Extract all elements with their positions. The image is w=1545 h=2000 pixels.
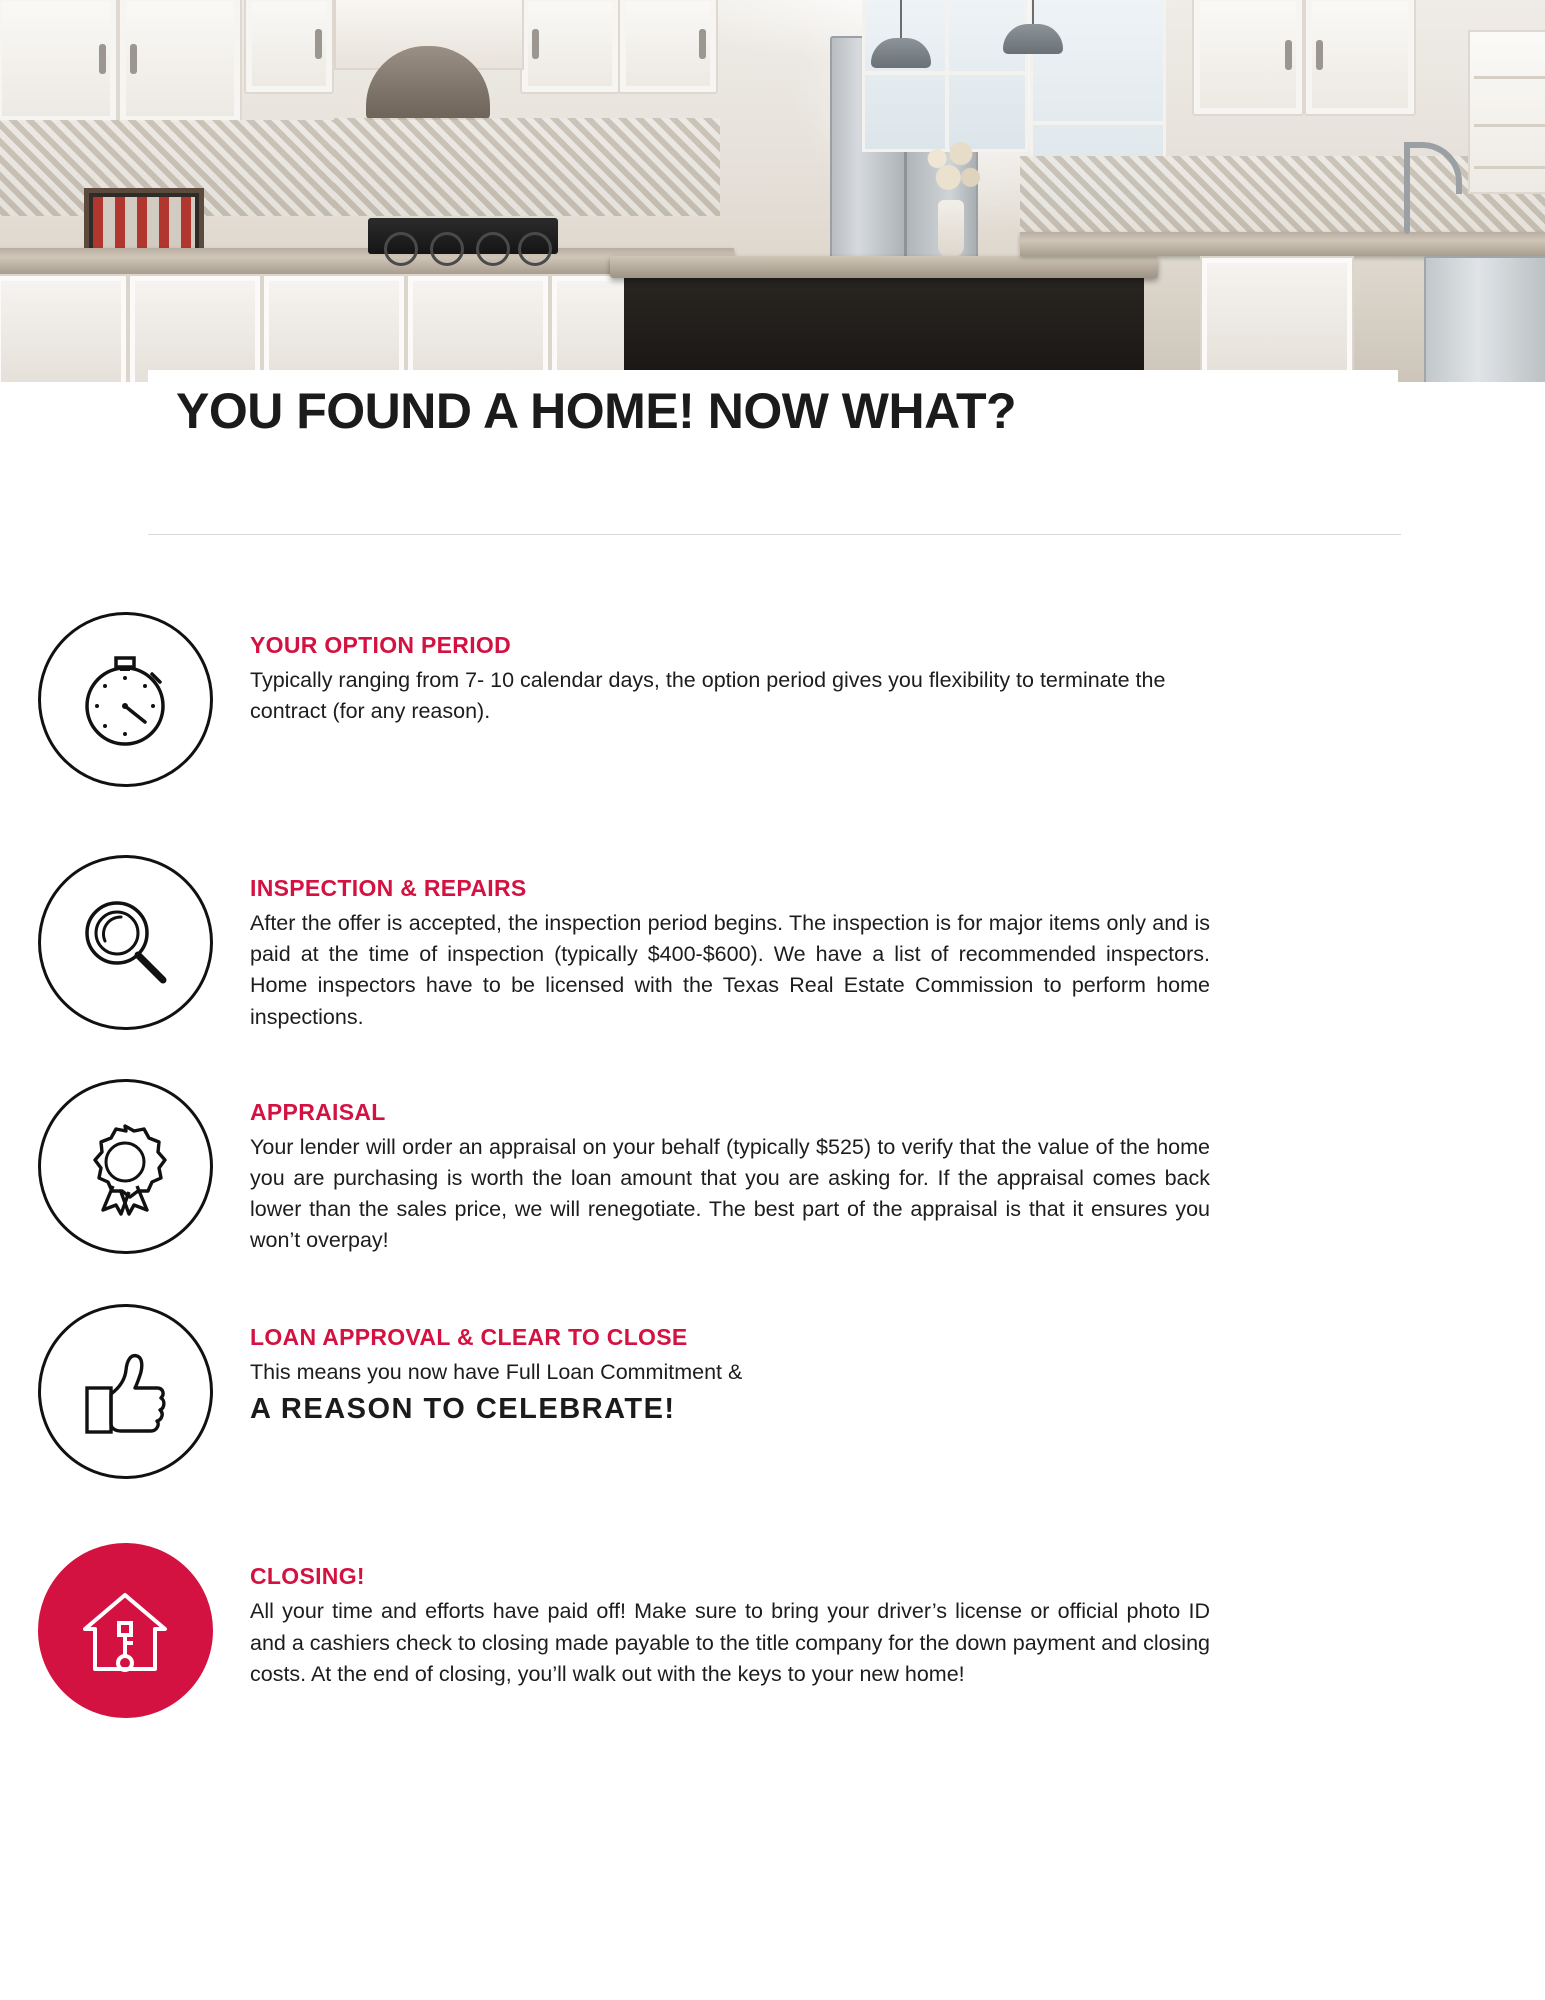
section-title: CLOSING!	[250, 1563, 365, 1590]
icon-column	[0, 1077, 250, 1254]
upper-cabinet	[118, 0, 242, 124]
countertop	[1020, 232, 1545, 256]
magnifying-glass-icon	[69, 887, 181, 999]
list-item	[0, 610, 1545, 787]
hero-kitchen-image	[0, 0, 1545, 382]
section-highlight: A REASON TO CELEBRATE!	[250, 1392, 676, 1425]
divider	[148, 534, 1401, 535]
upper-cabinet	[244, 0, 334, 94]
upper-cabinet	[1304, 0, 1416, 116]
text-column	[250, 1541, 1210, 1690]
pendant-light	[1032, 0, 1034, 26]
award-ribbon-icon-circle	[38, 1079, 213, 1254]
award-ribbon-icon	[69, 1110, 181, 1222]
window	[862, 0, 1028, 152]
icon-column	[0, 853, 250, 1030]
icon-column	[0, 1541, 250, 1718]
stopwatch-icon	[69, 644, 181, 756]
dishwasher	[1424, 256, 1545, 382]
magnifying-glass-icon-circle	[38, 855, 213, 1030]
upper-cabinet	[520, 0, 620, 94]
list-item	[0, 1541, 1545, 1718]
vase	[938, 200, 964, 258]
backsplash	[334, 118, 720, 216]
upper-cabinet	[1192, 0, 1304, 116]
list-item	[0, 1302, 1545, 1479]
section-body: This means you now have Full Loan Commitment &	[250, 1360, 743, 1385]
kitchen-faucet	[1404, 146, 1410, 234]
section-body: All your time and efforts have paid off! Make sure to bring your driver’s license or official photo ID and a cashiers check to closing made payable to the title company for the down payment and closing costs. At the end of closing, you’ll walk out with the keys to your new home!	[250, 1599, 1210, 1686]
steps-list	[0, 610, 1545, 1718]
text-column	[250, 853, 1210, 1033]
text-column	[250, 1077, 1210, 1257]
open-shelving	[1468, 30, 1545, 194]
pendant-light	[900, 0, 902, 40]
section-body: After the offer is accepted, the inspection period begins. The inspection is for major items only and is paid at the time of inspection (typically $400-$600). We have a list of recommended inspectors. Home inspectors have to be licensed with the Texas Real Estate Commission to perform home inspections.	[250, 911, 1210, 1029]
thumbs-up-icon	[69, 1336, 181, 1448]
lower-cabinet	[406, 274, 550, 382]
list-item	[0, 853, 1545, 1033]
section-body: Your lender will order an appraisal on your behalf (typically $525) to verify that the value of the home you are purchasing is worth the loan amount that you are asking for. If the appraisal comes back lower than the sales price, we will renegotiate. The best part of the appraisal is that it ensures you won’t overpay!	[250, 1134, 1210, 1253]
house-key-icon-circle	[38, 1543, 213, 1718]
list-item	[0, 1077, 1545, 1257]
backsplash	[1020, 156, 1545, 234]
stopwatch-icon-circle	[38, 612, 213, 787]
flower-arrangement	[915, 134, 989, 204]
section-title: INSPECTION & REPAIRS	[250, 875, 527, 901]
thumbs-up-icon-circle	[38, 1304, 213, 1479]
upper-cabinet	[618, 0, 718, 94]
text-column	[250, 1302, 1210, 1425]
text-column	[250, 610, 1210, 727]
page-title: YOU FOUND A HOME! NOW WHAT?	[176, 383, 1017, 439]
icon-column	[0, 1302, 250, 1479]
icon-column	[0, 610, 250, 787]
house-key-icon	[69, 1575, 181, 1687]
section-title: APPRAISAL	[250, 1098, 386, 1125]
section-title: LOAN APPROVAL & CLEAR TO CLOSE	[250, 1324, 688, 1351]
title-banner	[148, 370, 1398, 452]
cooktop	[368, 218, 558, 254]
lower-cabinet	[262, 274, 406, 382]
lower-cabinet	[1200, 256, 1354, 382]
upper-cabinet	[0, 0, 118, 124]
kitchen-photo-backdrop	[0, 0, 1545, 382]
lower-cabinet	[0, 274, 128, 382]
section-title: YOUR OPTION PERIOD	[250, 632, 511, 658]
kitchen-island	[624, 272, 1144, 382]
section-body: Typically ranging from 7- 10 calendar days, the option period gives you flexibility to terminate the contract (for any reason).	[250, 668, 1166, 724]
lower-cabinet	[128, 274, 262, 382]
